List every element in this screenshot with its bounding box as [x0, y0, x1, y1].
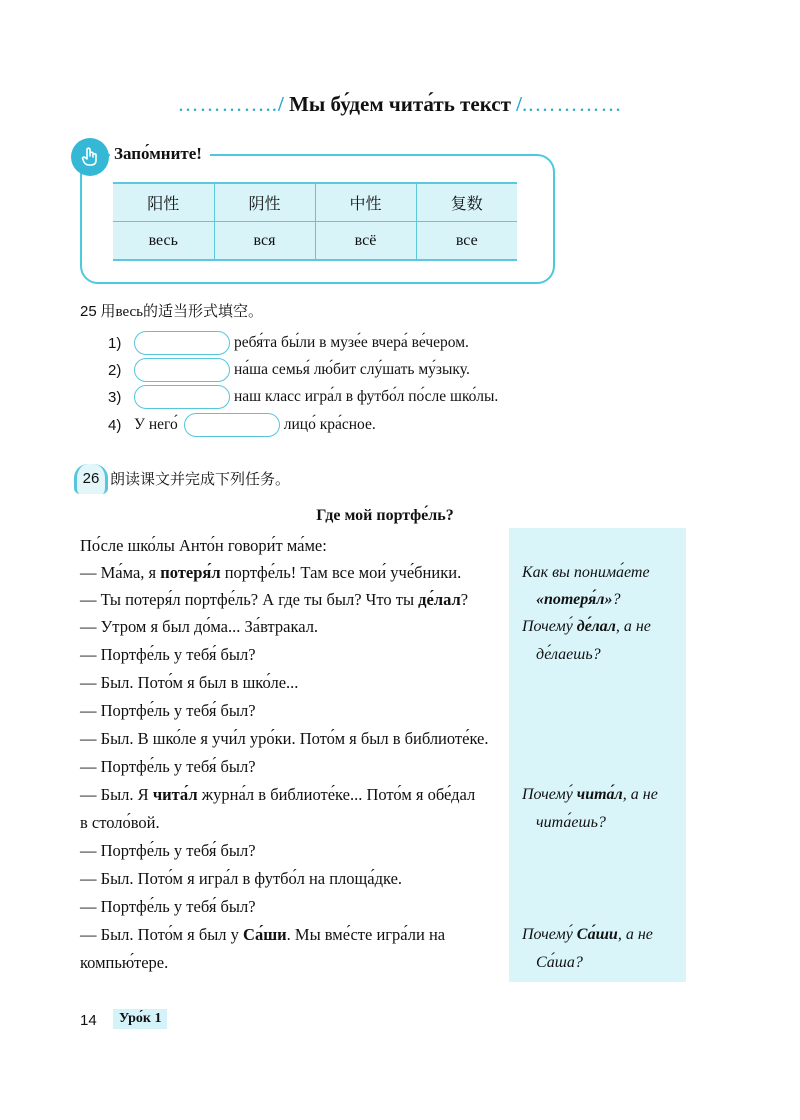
- pointing-hand-icon: [71, 138, 109, 176]
- line-text: в столо́вой.: [80, 813, 160, 832]
- item-number: 4): [108, 416, 122, 434]
- side-note: [536, 645, 601, 665]
- answer-blank-1[interactable]: [134, 331, 230, 355]
- story-line: [80, 757, 256, 777]
- note-text: Са́ша?: [536, 954, 583, 971]
- table-header-cell: 中性: [315, 183, 416, 222]
- instruction-keyword: весь: [115, 304, 143, 320]
- story-line: [80, 953, 168, 973]
- line-text: — Портфе́ль у тебя́ был?: [80, 701, 256, 720]
- pointing-hand-icon-svg: [79, 146, 101, 168]
- item-number: 2): [108, 361, 122, 379]
- story-line: [80, 590, 468, 610]
- answer-blank-4[interactable]: [184, 413, 280, 437]
- table-cell: все: [416, 222, 517, 261]
- line-text: . Мы вме́сте игра́ли на: [286, 925, 446, 944]
- table-row: [113, 222, 517, 261]
- table-cell: всё: [315, 222, 416, 261]
- exercise-item: [108, 385, 498, 409]
- side-note: [522, 617, 651, 637]
- remember-heading: Запо́мните!: [110, 144, 210, 164]
- side-note: [522, 925, 653, 945]
- story-line: [80, 869, 402, 889]
- note-text: , а не: [622, 786, 658, 803]
- table-header-cell: 阴性: [214, 183, 315, 222]
- story-line: [80, 701, 256, 721]
- note-text: ?: [612, 591, 621, 608]
- line-text: — Был. В шко́ле я учи́л уро́ки. Пото́м я был в библиоте́ке.: [80, 729, 489, 748]
- side-note: [536, 813, 606, 833]
- line-bold-word: Са́ши: [243, 925, 287, 944]
- line-text: — Ма́ма, я: [80, 563, 161, 582]
- note-text: чита́ешь?: [536, 814, 606, 831]
- exercise-25-header: [80, 300, 263, 321]
- item-text: ребя́та бы́ли в музе́е вчера́ ве́чером.: [234, 334, 469, 351]
- section-title-text: Мы бу́дем чита́ть текст: [289, 92, 511, 116]
- story-line: [80, 617, 318, 637]
- note-text: Почему́: [522, 786, 577, 803]
- decorative-dots-left: …………..: [177, 92, 278, 116]
- note-text: , а не: [615, 618, 651, 635]
- line-text: — Был. Я: [80, 785, 153, 804]
- story-title: Где мой портфе́ль?: [316, 507, 454, 524]
- story-line: [80, 563, 461, 583]
- story-line: [80, 536, 327, 556]
- decorative-slash-right: /: [516, 92, 523, 116]
- table-cell: вся: [214, 222, 315, 261]
- instruction-text: 的适当形式填空。: [142, 302, 263, 320]
- page-number: 14: [80, 1012, 97, 1029]
- exercise-number: 25: [80, 303, 97, 320]
- note-bold-word: Са́ши: [576, 926, 618, 943]
- line-text: — Портфе́ль у тебя́ был?: [80, 841, 256, 860]
- answer-blank-2[interactable]: [134, 358, 230, 382]
- line-text: По́сле шко́лы Анто́н говори́т ма́ме:: [80, 536, 327, 555]
- story-line: [80, 785, 475, 805]
- table-header-row: [113, 183, 517, 222]
- item-text: на́ша семья́ лю́бит слу́шать му́зыку.: [234, 361, 470, 378]
- story-line: [80, 729, 489, 749]
- answer-blank-3[interactable]: [134, 385, 230, 409]
- side-note: [522, 785, 658, 805]
- story-line: [80, 897, 256, 917]
- side-note: [536, 590, 620, 610]
- exercise-item: [108, 413, 376, 437]
- line-text: — Портфе́ль у тебя́ был?: [80, 645, 256, 664]
- note-bold-word: де́лал: [576, 618, 616, 635]
- line-text: — Портфе́ль у тебя́ был?: [80, 757, 256, 776]
- story-line: [80, 645, 256, 665]
- story-line: [80, 841, 256, 861]
- line-text: — Был. Пото́м я был у: [80, 925, 244, 944]
- note-text: Почему́: [522, 926, 577, 943]
- side-note: [522, 563, 650, 583]
- line-text: — Портфе́ль у тебя́ был?: [80, 897, 256, 916]
- exercise-26-number: 26: [74, 464, 108, 494]
- line-bold-word: де́лал: [418, 590, 461, 609]
- line-text: — Ты потеря́л портфе́ль? А где ты был? Что ты: [80, 590, 419, 609]
- line-text: — Утром я был до́ма... За́втракал.: [80, 617, 319, 636]
- story-line: [80, 925, 445, 945]
- line-bold-word: чита́л: [152, 785, 198, 804]
- line-text: портфе́ль! Там все мои́ уче́бники.: [220, 563, 462, 582]
- decorative-slash-left: /: [277, 92, 284, 116]
- gender-forms-table: [113, 182, 517, 261]
- note-bold-word: «потеря́л»: [536, 591, 613, 608]
- table-header-cell: 阳性: [113, 183, 214, 222]
- item-number: 3): [108, 388, 122, 406]
- exercise-26-instruction: 朗读课文并完成下列任务。: [110, 470, 291, 488]
- item-number: 1): [108, 334, 122, 352]
- instruction-text: 用: [100, 302, 116, 320]
- decorative-dots-right: ..…………: [522, 92, 623, 116]
- line-text: компью́тере.: [80, 953, 169, 972]
- line-text: — Был. Пото́м я игра́л в футбо́л на площа́дке.: [80, 869, 403, 888]
- note-text: де́лаешь?: [536, 646, 601, 663]
- note-text: , а не: [617, 926, 653, 943]
- side-note: [536, 953, 583, 973]
- line-text: — Был. Пото́м я был в шко́ле...: [80, 673, 299, 692]
- section-title: [0, 92, 800, 117]
- story-line: [80, 673, 298, 693]
- item-text: наш класс игра́л в футбо́л по́сле шко́лы.: [234, 388, 499, 405]
- line-text: ?: [460, 590, 469, 609]
- table-cell: весь: [113, 222, 214, 261]
- note-text: Почему́: [522, 618, 577, 635]
- exercise-item: [108, 358, 470, 382]
- story-line: [80, 813, 160, 833]
- item-text-before: У него́: [134, 416, 178, 433]
- lesson-tag: Уро́к 1: [113, 1009, 167, 1029]
- item-text: лицо́ кра́сное.: [283, 416, 376, 433]
- table-header-cell: 复数: [416, 183, 517, 222]
- exercise-item: [108, 331, 469, 355]
- note-bold-word: чита́л: [576, 786, 623, 803]
- line-bold-word: потеря́л: [160, 563, 221, 582]
- note-text: Как вы понима́ете: [522, 564, 650, 581]
- line-text: журна́л в библиоте́ке... Пото́м я обе́дал: [197, 785, 476, 804]
